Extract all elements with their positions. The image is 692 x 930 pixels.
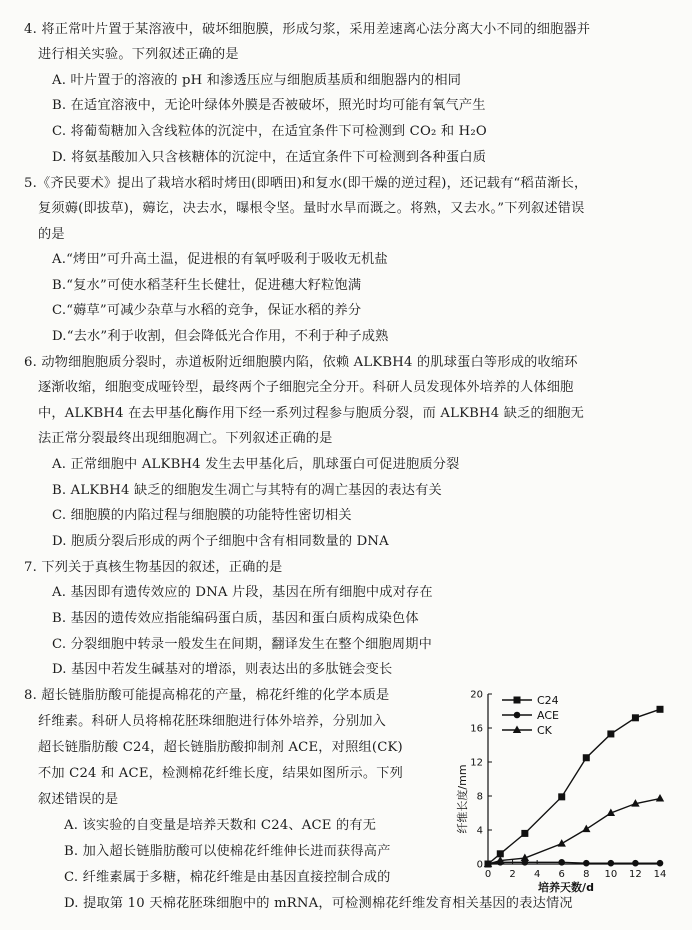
y-tick-label: 8 (476, 791, 483, 803)
x-tick-label: 2 (509, 869, 516, 880)
q8-option-b: B. 加入超长链脂肪酸可以使棉花纤维伸长进而获得高产 (64, 844, 391, 859)
q7-stem-line-1: 7. 下列关于真核生物基因的叙述，正确的是 (24, 560, 283, 575)
q6-option-a: A. 正常细胞中 ALKBH4 发生去甲基化后，肌球蛋白可促进胞质分裂 (52, 457, 460, 472)
fiber-length-chart (454, 684, 674, 904)
q4-option-a: A. 叶片置于的溶液的 pH 和渗透压应与细胞质基质和细胞器内的相同 (52, 73, 462, 88)
y-tick-label: 4 (476, 825, 483, 837)
legend-label-ck: CK (537, 724, 552, 737)
legend-label-ace: ACE (537, 709, 559, 722)
q6-option-d: D. 胞质分裂后形成的两个子细胞中含有相同数量的 DNA (52, 534, 389, 549)
series-line-ck (488, 799, 660, 864)
point-ace (583, 860, 590, 867)
y-tick-label: 0 (476, 859, 483, 871)
point-ace (608, 860, 615, 867)
point-c24 (583, 754, 590, 761)
q5-stem-line-2: 复须薅(即拔草)，薅讫，决去水，曝根令坚。量时水旱而溉之。将熟，又去水。”下列叙述错误 (38, 201, 585, 216)
q4-option-c: C. 将葡萄糖加入含线粒体的沉淀中，在适宜条件下可检测到 CO₂ 和 H₂O (52, 124, 487, 139)
x-axis-label: 培养天数/d (538, 881, 594, 894)
x-tick-label: 12 (629, 869, 642, 880)
q6-option-c: C. 细胞膜的内陷过程与细胞膜的功能特性密切相关 (52, 508, 352, 523)
point-c24 (632, 714, 639, 721)
x-tick-label: 8 (583, 869, 590, 880)
y-tick-label: 16 (470, 723, 483, 735)
point-c24 (558, 793, 565, 800)
q5-option-d: D.“去水”利于收割，但会降低光合作用，不利于种子成熟 (52, 329, 389, 344)
q6-option-b: B. ALKBH4 缺乏的细胞发生凋亡与其特有的凋亡基因的表达有关 (52, 483, 442, 498)
x-tick-label: 14 (653, 869, 667, 880)
q5-option-a: A.“烤田”可升高土温，促进根的有氧呼吸利于吸收无机盐 (52, 252, 388, 267)
point-ck (582, 825, 590, 833)
x-tick-label: 6 (558, 869, 565, 880)
q7-option-b: B. 基因的遗传效应指能编码蛋白质，基因和蛋白质构成染色体 (52, 611, 419, 626)
x-tick-label: 0 (484, 869, 492, 880)
q5-option-b: B.“复水”可使水稻茎秆生长健壮，促进穗大籽粒饱满 (52, 278, 362, 293)
legend-label-c24: C24 (537, 694, 559, 707)
q8-option-c: C. 纤维素属于多糖，棉花纤维是由基因直接控制合成的 (64, 870, 391, 885)
q8-stem-line-2: 纤维素。科研人员将棉花胚珠细胞进行体外培养，分别加入 (38, 714, 387, 729)
x-tick-label: 4 (533, 869, 541, 880)
point-c24 (607, 730, 614, 737)
q4-stem-line-1: 4. 将正常叶片置于某溶液中，破坏细胞膜，形成匀浆，采用差速离心法分离大小不同的细胞器并 (24, 22, 591, 37)
q6-stem-line-2: 逐渐收缩，细胞变成哑铃型，最终两个子细胞完全分开。科研人员发现体外培养的人体细胞 (38, 380, 574, 395)
q8-stem-line-4: 不加 C24 和 ACE，检测棉花纤维长度，结果如图所示。下列 (38, 766, 404, 781)
legend-marker-ace (514, 712, 521, 719)
q7-option-d: D. 基因中若发生碱基对的增添，则表达出的多肽链会变长 (52, 662, 393, 677)
point-c24 (657, 706, 664, 713)
point-ace (558, 859, 565, 866)
q4-stem-line-2: 进行相关实验。下列叙述正确的是 (38, 47, 239, 62)
point-ck (558, 839, 566, 847)
point-ace (632, 860, 639, 867)
chart-svg (454, 684, 674, 904)
q5-stem-line-3: 的是 (38, 227, 65, 242)
q8-stem-line-1: 8. 超长链脂肪酸可能提高棉花的产量，棉花纤维的化学本质是 (24, 688, 390, 703)
q4-option-d: D. 将氨基酸加入只含核糖体的沉淀中，在适宜条件下可检测到各种蛋白质 (52, 150, 487, 165)
q8-stem-line-3: 超长链脂肪酸 C24，超长链脂肪酸抑制剂 ACE，对照组(CK) (38, 740, 403, 755)
point-c24 (521, 830, 528, 837)
q5-stem-line-1: 5.《齐民要术》提出了栽培水稻时烤田(即晒田)和复水(即干燥的逆过程)，还记载有“稻苗渐长， (24, 176, 588, 191)
q6-stem-line-3: 中，ALKBH4 在去甲基化酶作用下经一系列过程参与胞质分裂，而 ALKBH4 缺乏的细胞无 (38, 406, 585, 421)
q8-option-a: A. 该实验的自变量是培养天数和 C24、ACE 的有无 (64, 818, 377, 833)
q7-option-a: A. 基因即有遗传效应的 DNA 片段，基因在所有细胞中成对存在 (52, 585, 433, 600)
y-tick-label: 12 (470, 757, 483, 769)
q8-stem-line-5: 叙述错误的是 (38, 792, 119, 807)
point-ck (656, 794, 664, 802)
x-tick-label: 10 (604, 869, 618, 880)
legend-marker-ck (513, 726, 521, 734)
q8-option-d: D. 提取第 10 天棉花胚珠细胞中的 mRNA，可检测棉花纤维发育相关基因的表达情况 (64, 896, 573, 911)
q5-option-c: C.“薅草”可减少杂草与水稻的竞争，保证水稻的养分 (52, 303, 362, 318)
q6-stem-line-4: 法正常分裂最终出现细胞凋亡。下列叙述正确的是 (38, 431, 333, 446)
q7-option-c: C. 分裂细胞中转录一般发生在间期，翻译发生在整个细胞周期中 (52, 637, 433, 652)
q4-option-b: B. 在适宜溶液中，无论叶绿体外膜是否被破坏，照光时均可能有氧气产生 (52, 98, 486, 113)
chart-canvas (454, 684, 674, 908)
point-ace (657, 860, 664, 867)
q6-stem-line-1: 6. 动物细胞胞质分裂时，赤道板附近细胞膜内陷，依赖 ALKBH4 的肌球蛋白等形成的收缩环 (24, 355, 578, 370)
y-tick-label: 20 (470, 689, 483, 701)
legend-marker-c24 (514, 697, 521, 704)
y-axis-label: 纤维长度/mm (456, 764, 469, 834)
